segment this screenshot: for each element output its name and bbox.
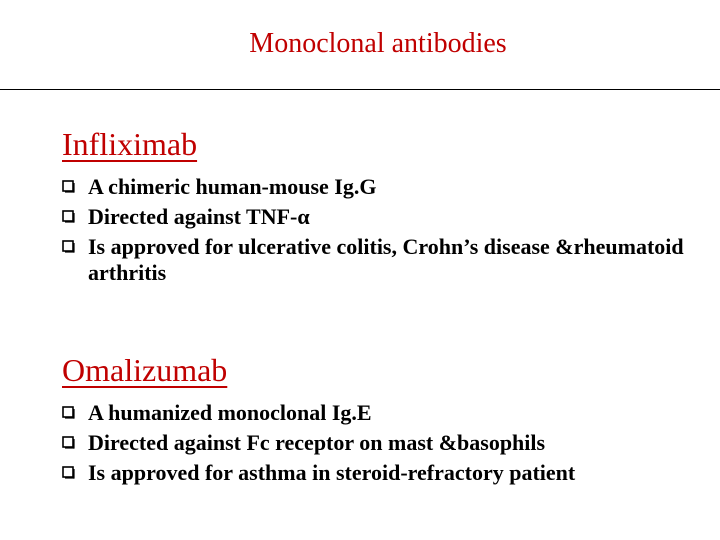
bullet-item	[62, 204, 712, 230]
bullet-item	[62, 234, 712, 286]
hollow-square-bullet-icon	[62, 240, 75, 253]
hollow-square-bullet-icon	[62, 466, 75, 479]
bullet-text: A chimeric human-mouse Ig.G	[88, 174, 377, 199]
hollow-square-bullet-icon	[62, 436, 75, 449]
bullet-text: Is approved for ulcerative colitis, Crohn’s disease &rheumatoid arthritis	[88, 234, 684, 285]
title-divider	[0, 89, 720, 90]
bullet-text: A humanized monoclonal Ig.E	[88, 400, 372, 425]
bullet-text: Is approved for asthma in steroid-refractory patient	[88, 460, 576, 485]
section-omalizumab	[62, 352, 712, 490]
bullet-item	[62, 174, 712, 200]
hollow-square-bullet-icon	[62, 406, 75, 419]
slide-title: Monoclonal antibodies	[249, 28, 507, 59]
section-heading-omalizumab: Omalizumab	[62, 352, 228, 388]
bullet-item	[62, 460, 712, 486]
bullet-text: Directed against TNF-α	[88, 204, 310, 229]
bullet-list-omalizumab	[62, 400, 712, 486]
bullet-list-infliximab	[62, 174, 712, 286]
bullet-text: Directed against Fc receptor on mast &basophils	[88, 430, 546, 455]
bullet-item	[62, 430, 712, 456]
section-infliximab	[62, 126, 712, 290]
bullet-item	[62, 400, 712, 426]
section-heading-infliximab: Infliximab	[62, 126, 198, 162]
hollow-square-bullet-icon	[62, 180, 75, 193]
hollow-square-bullet-icon	[62, 210, 75, 223]
